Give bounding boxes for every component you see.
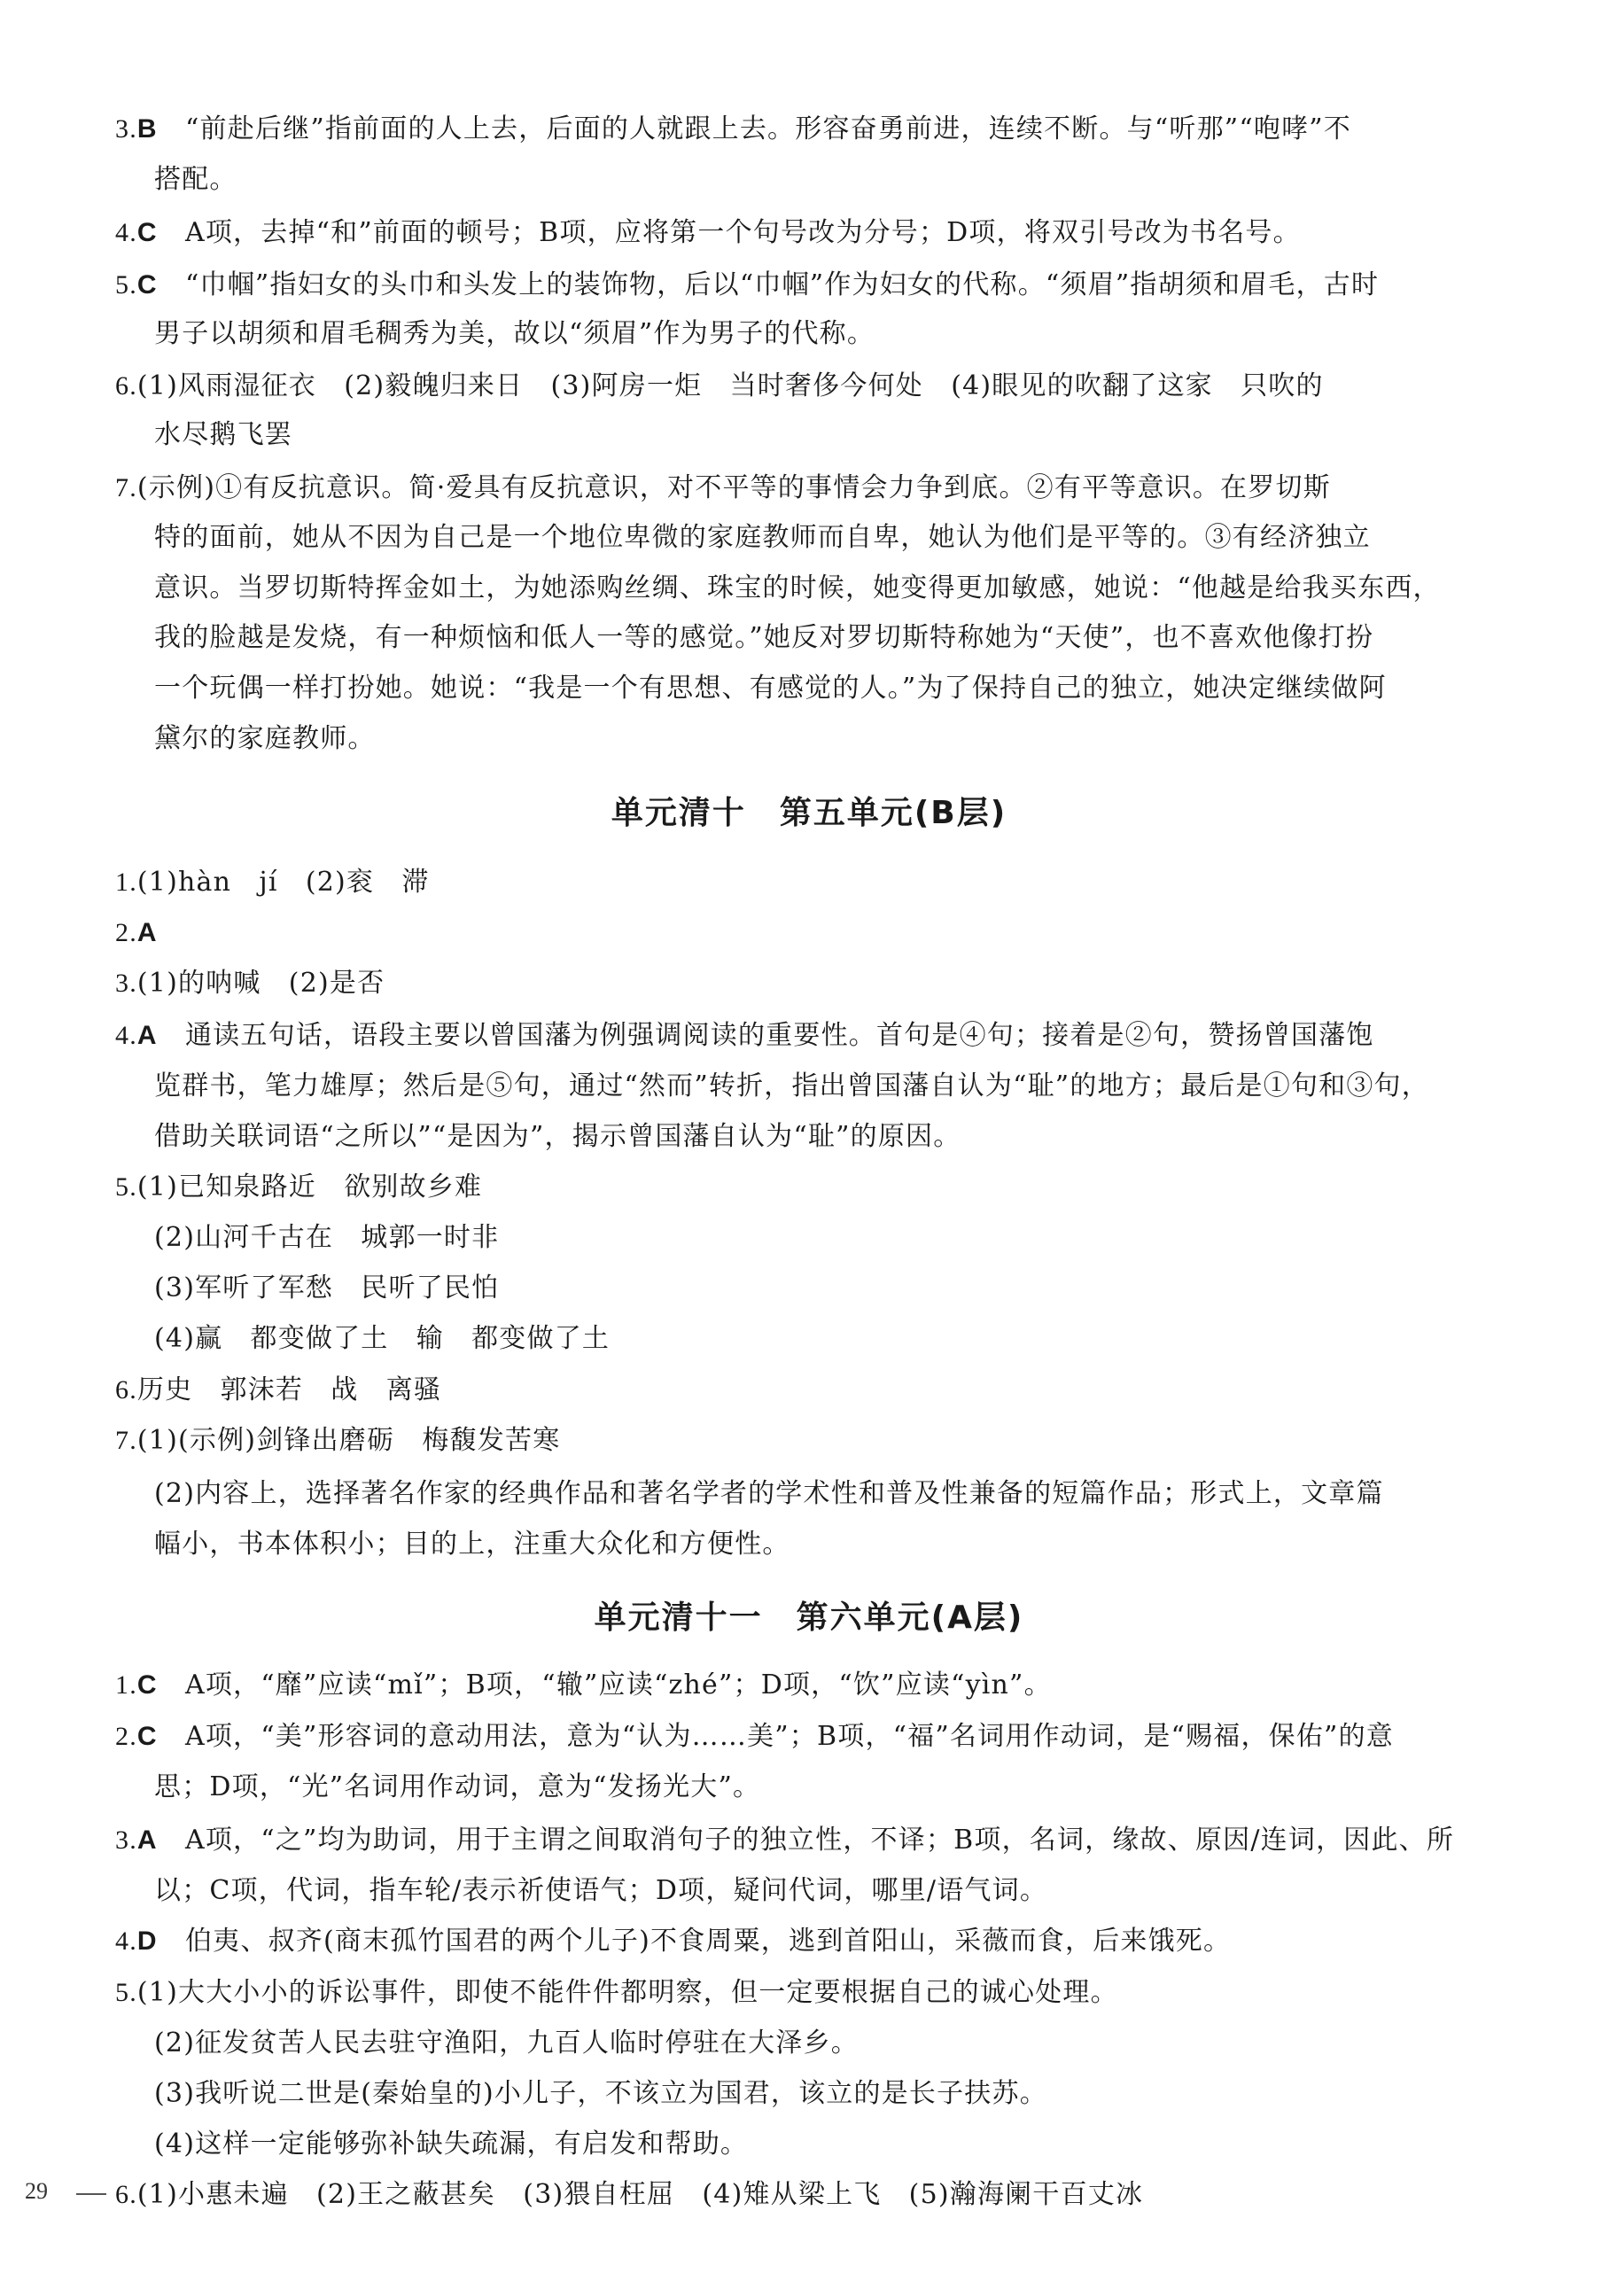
answer-line: 3.B “前赴后继”指前面的人上去，后面的人就跟上去。形容奋勇前进，连续不断。与“听那”“咆哮”不 (115, 113, 1352, 144)
answer-line: 5.(1)已知泉路近 欲别故乡难 (115, 1171, 483, 1202)
answer-line: 幅小，书本体积小；目的上，注重大众化和方便性。 (154, 1529, 790, 1560)
answer-line: 男子以胡须和眉毛稠秀为美，故以“须眉”作为男子的代称。 (154, 318, 875, 349)
answer-line: 6.(1)风雨湿征衣 (2)毅魄归来日 (3)阿房一炬 当时奢侈今何处 (4)眼见的吹翻了这家 只吹的 (115, 370, 1324, 401)
section-heading: 单元清十 第五单元(B层) (611, 795, 1007, 831)
answer-line: 4.C A项，去掉“和”前面的顿号；B项，应将第一个句号改为分号；D项，将双引号改为书名号。 (115, 217, 1301, 248)
answer-line: 4.D 伯夷、叔齐(商末孤竹国君的两个儿子)不食周粟，逃到首阳山，采薇而食，后来饿死。 (115, 1926, 1232, 1957)
section-heading: 单元清十一 第六单元(A层) (594, 1599, 1024, 1636)
answer-line: 1.C A项，“靡”应读“mǐ”；B项，“辙”应读“zhé”；D项，“饮”应读“yìn”。 (115, 1669, 1052, 1701)
answer-line: 黛尔的家庭教师。 (154, 723, 376, 754)
answer-line: 思；D项，“光”名词用作动词，意为“发扬光大”。 (154, 1771, 761, 1802)
answer-line: (3)军听了军愁 民听了民怕 (154, 1273, 500, 1304)
answer-line: 意识。当罗切斯特挥金如土，为她添购丝绸、珠宝的时候，她变得更加敏感，她说：“他越是给我买东西， (154, 572, 1441, 603)
answer-line: 我的脸越是发烧，有一种烦恼和低人一等的感觉。”她反对罗切斯特称她为“天使”，也不喜欢他像打扮 (154, 622, 1374, 653)
answer-line: (3)我听说二世是(秦始皇的)小儿子，不该立为国君，该立的是长子扶苏。 (154, 2078, 1047, 2109)
answer-line: 5.(1)大大小小的诉讼事件，即使不能件件都明察，但一定要根据自己的诚心处理。 (115, 1977, 1118, 2008)
answer-line: 7.(示例)①有反抗意识。简·爱具有反抗意识，对不平等的事情会力争到底。②有平等意识。在罗切斯 (115, 472, 1331, 503)
answer-line: 水尽鹅飞罢 (154, 419, 292, 450)
answer-line: (2)征发贫苦人民去驻守渔阳，九百人临时停驻在大泽乡。 (154, 2027, 859, 2059)
page-number: 29 (25, 2178, 48, 2204)
answer-line: 以；C项，代词，指车轮/表示祈使语气；D项，疑问代词，哪里/语气词。 (154, 1875, 1048, 1906)
answer-line: 2.C A项，“美”形容词的意动用法，意为“认为……美”；B项，“福”名词用作动词，是“赐福，保佑”的意 (115, 1721, 1394, 1752)
answer-line: 搭配。 (154, 164, 237, 195)
answer-line: 特的面前，她从不因为自己是一个地位卑微的家庭教师而自卑，她认为他们是平等的。③有经济独立 (154, 522, 1371, 553)
answer-line: 览群书，笔力雄厚；然后是⑤句，通过“然而”转折，指出曾国藩自认为“耻”的地方；最后是①句和③句， (154, 1070, 1429, 1101)
answer-line: 7.(1)(示例)剑锋出磨砺 梅馥发苦寒 (115, 1425, 561, 1456)
answer-line: 3.(1)的呐喊 (2)是否 (115, 968, 385, 999)
answer-line: 2.A (115, 918, 158, 947)
answer-line: 6.(1)小惠未遍 (2)王之蔽甚矣 (3)猥自枉屈 (4)雉从梁上飞 (5)瀚海阑干百丈冰 (115, 2179, 1144, 2210)
answer-line: 一个玩偶一样打扮她。她说：“我是一个有思想、有感觉的人。”为了保持自己的独立，她决定继续做阿 (154, 673, 1387, 704)
answer-line: 4.A 通读五句话，语段主要以曾国藩为例强调阅读的重要性。首句是④句；接着是②句，赞扬曾国藩饱 (115, 1020, 1374, 1051)
answer-line: (2)内容上，选择著名作家的经典作品和著名学者的学术性和普及性兼备的短篇作品；形式上，文章篇 (154, 1478, 1384, 1509)
answer-line: (2)山河千古在 城郭一时非 (154, 1222, 500, 1253)
answer-line: (4)赢 都变做了土 输 都变做了土 (154, 1323, 611, 1354)
page-number-dash (76, 2193, 106, 2195)
answer-line: 6.历史 郭沫若 战 离骚 (115, 1374, 442, 1405)
answer-line: 5.C “巾帼”指妇女的头巾和头发上的装饰物，后以“巾帼”作为妇女的代称。“须眉”指胡须和眉毛，古时 (115, 269, 1380, 300)
answer-line: (4)这样一定能够弥补缺失疏漏，有启发和帮助。 (154, 2129, 749, 2160)
answer-line: 借助关联词语“之所以”“是因为”，揭示曾国藩自认为“耻”的原因。 (154, 1121, 961, 1152)
answer-line: 3.A A项，“之”均为助词，用于主谓之间取消句子的独立性，不译；B项，名词，缘故、原因/连词，因此、所 (115, 1825, 1455, 1856)
answer-line: 1.(1)hàn jí (2)衮 滞 (115, 867, 430, 898)
